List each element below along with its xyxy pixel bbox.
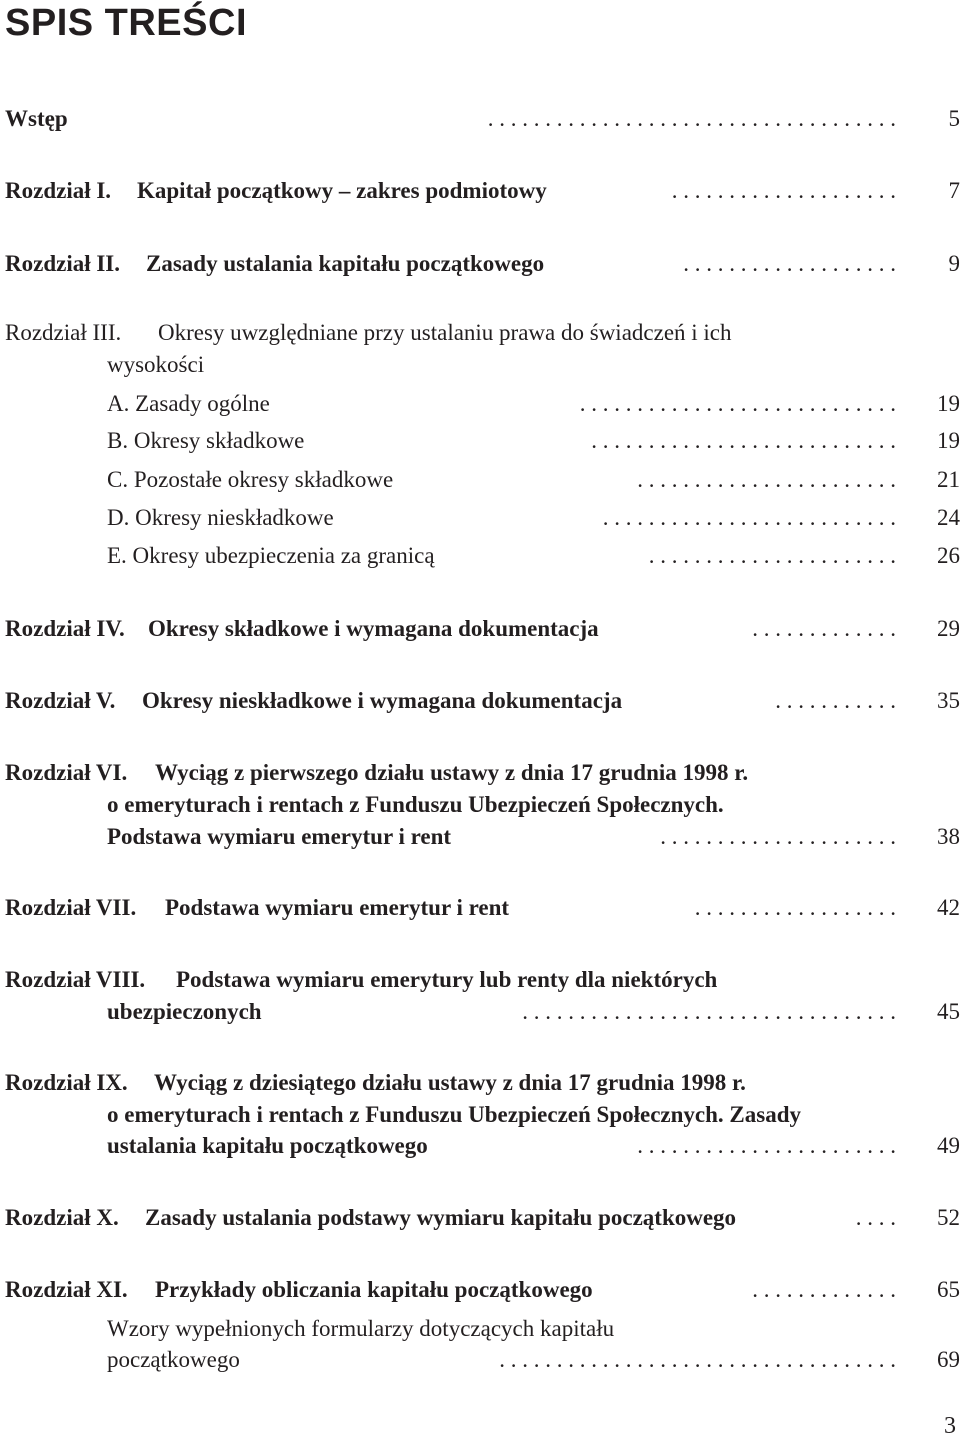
- toc-page-number: 45: [937, 999, 960, 1024]
- toc-page-number: 21: [937, 467, 960, 492]
- page-number: 3: [944, 1413, 956, 1439]
- toc-entry-chapter-9-cont: [0, 1100, 960, 1130]
- toc-title-continued: wysokości: [107, 352, 205, 377]
- toc-page-number: 42: [937, 895, 960, 920]
- toc-title: Wyciąg z dziesiątego działu ustawy z dnia 17 grudnia 1998 r.: [154, 1070, 746, 1095]
- toc-label: Rozdział VIII.: [5, 967, 146, 992]
- toc-label: Rozdział VII.: [5, 895, 137, 920]
- toc-entry-chapter-4[interactable]: [0, 614, 960, 644]
- toc-title: Zasady ustalania kapitału początkowego: [146, 251, 545, 276]
- toc-label: Rozdział III.: [5, 320, 122, 345]
- toc-title: Wzory wypełnionych formularzy dotyczących kapitału: [107, 1316, 615, 1341]
- toc-title-continued: o emeryturach i rentach z Funduszu Ubezpieczeń Społecznych. Zasady: [107, 1102, 802, 1127]
- toc-leader: . . . . . . . . . . . . . . . . . . . . . . . . . . .: [591, 428, 896, 453]
- toc-leader: . . . . . . . . . . . . . . . . . . . . . . . . . . . .: [579, 391, 896, 416]
- toc-page-number: 9: [948, 251, 960, 276]
- toc-subtitle: A. Zasady ogólne: [107, 391, 270, 416]
- toc-title-continued: początkowego: [107, 1347, 240, 1372]
- toc-label: Rozdział IX.: [5, 1070, 128, 1095]
- toc-entry-chapter-1[interactable]: [0, 176, 960, 206]
- toc-label: Rozdział XI.: [5, 1277, 128, 1302]
- toc-leader: . . . . . . . . . . . . .: [752, 1277, 896, 1302]
- toc-subtitle: B. Okresy składkowe: [107, 428, 305, 453]
- toc-page-number: 19: [937, 428, 960, 453]
- toc-page-number: 69: [937, 1347, 960, 1372]
- toc-page-number: 52: [937, 1205, 960, 1230]
- toc-page-number: 29: [937, 616, 960, 641]
- toc-leader: . . . . . . . . . . . . . . . . . . . . . . .: [637, 1133, 896, 1158]
- toc-leader: . . . . . . . . . . . . . . . . . . .: [683, 251, 896, 276]
- toc-leader: . . . . . . . . . . . . . . . . . . . . . . . . . .: [602, 505, 896, 530]
- toc-title: Podstawa wymiaru emerytur i rent: [165, 895, 510, 920]
- toc-entry-chapter-6-cont: [0, 790, 960, 820]
- toc-page-number: 19: [937, 391, 960, 416]
- toc-entry-chapter-3[interactable]: [0, 318, 960, 348]
- toc-subentry-a[interactable]: [0, 389, 960, 419]
- toc-page-number: 26: [937, 543, 960, 568]
- toc-page-number: 65: [937, 1277, 960, 1302]
- toc-entry-chapter-11[interactable]: [0, 1275, 960, 1305]
- toc-leader: . . . .: [855, 1205, 896, 1230]
- toc-leader: . . . . . . . . . . . . . . . . . . . . . .: [648, 543, 896, 568]
- toc-entry-chapter-6[interactable]: [0, 758, 960, 788]
- toc-title: Przykłady obliczania kapitału początkowego: [155, 1277, 593, 1302]
- toc-leader: . . . . . . . . . . . . . . . . . .: [694, 895, 896, 920]
- toc-page-number: 35: [937, 688, 960, 713]
- toc-label: Rozdział X.: [5, 1205, 119, 1230]
- toc-title-continued: Podstawa wymiaru emerytur i rent: [107, 824, 452, 849]
- toc-entry-chapter-2[interactable]: [0, 249, 960, 279]
- toc-entry-chapter-8[interactable]: [0, 965, 960, 995]
- toc-label: Wstęp: [5, 106, 68, 131]
- toc-leader: . . . . . . . . . . . . . . . . . . . . . . . . . . . . . . . . . . .: [499, 1347, 896, 1372]
- toc-page-number: 38: [937, 824, 960, 849]
- toc-entry-chapter-5[interactable]: [0, 686, 960, 716]
- toc-leader: . . . . . . . . . . . . . . . . . . . . . . . . . . . . . . . . . . . .: [487, 106, 896, 131]
- page-title: SPIS TREŚCI: [5, 2, 247, 44]
- toc-entry-chapter-3-cont: [0, 350, 960, 380]
- toc-page-number: 49: [937, 1133, 960, 1158]
- toc-entry-wzory-cont: [0, 1345, 960, 1375]
- toc-leader: . . . . . . . . . . . . . . . . . . . . . . . . . . . . . . . . .: [522, 999, 896, 1024]
- toc-title: Okresy składkowe i wymagana dokumentacja: [148, 616, 599, 641]
- toc-title: Kapitał początkowy – zakres podmiotowy: [137, 178, 547, 203]
- toc-entry-wstep[interactable]: [0, 104, 960, 134]
- toc-leader: . . . . . . . . . . .: [775, 688, 896, 713]
- toc-label: Rozdział II.: [5, 251, 120, 276]
- toc-subentry-b[interactable]: [0, 426, 960, 456]
- toc-page-number: 24: [937, 505, 960, 530]
- toc-subtitle: D. Okresy nieskładkowe: [107, 505, 334, 530]
- toc-label: Rozdział V.: [5, 688, 116, 713]
- toc-title: Podstawa wymiaru emerytury lub renty dla niektórych: [176, 967, 718, 992]
- toc-subtitle: C. Pozostałe okresy składkowe: [107, 467, 394, 492]
- toc-entry-chapter-8-cont: [0, 997, 960, 1027]
- toc-subentry-c[interactable]: [0, 465, 960, 495]
- toc-label: Rozdział IV.: [5, 616, 125, 641]
- toc-entry-chapter-7[interactable]: [0, 893, 960, 923]
- toc-leader: . . . . . . . . . . . . . . . . . . . . .: [660, 824, 896, 849]
- toc-entry-chapter-6-cont2: [0, 822, 960, 852]
- toc-page-number: 7: [948, 178, 960, 203]
- toc-label: Rozdział I.: [5, 178, 112, 203]
- toc-title-continued: ubezpieczonych: [107, 999, 262, 1024]
- toc-entry-wzory[interactable]: [0, 1314, 960, 1344]
- toc-title-continued: ustalania kapitału początkowego: [107, 1133, 428, 1158]
- toc-entry-chapter-9-cont2: [0, 1131, 960, 1161]
- toc-subtitle: E. Okresy ubezpieczenia za granicą: [107, 543, 435, 568]
- toc-entry-chapter-10[interactable]: [0, 1203, 960, 1233]
- toc-subentry-d[interactable]: [0, 503, 960, 533]
- toc-leader: . . . . . . . . . . . . . . . . . . . .: [671, 178, 896, 203]
- toc-entry-chapter-9[interactable]: [0, 1068, 960, 1098]
- toc-subentry-e[interactable]: [0, 541, 960, 571]
- toc-page-number: 5: [948, 106, 960, 131]
- toc-title-continued: o emeryturach i rentach z Funduszu Ubezpieczeń Społecznych.: [107, 792, 724, 817]
- toc-label: Rozdział VI.: [5, 760, 128, 785]
- toc-leader: . . . . . . . . . . . . .: [752, 616, 896, 641]
- toc-title: Okresy uwzględniane przy ustalaniu prawa do świadczeń i ich: [158, 320, 732, 345]
- toc-title: Zasady ustalania podstawy wymiaru kapitału początkowego: [145, 1205, 737, 1230]
- toc-leader: . . . . . . . . . . . . . . . . . . . . . . .: [637, 467, 896, 492]
- toc-title: Okresy nieskładkowe i wymagana dokumentacja: [142, 688, 623, 713]
- toc-title: Wyciąg z pierwszego działu ustawy z dnia 17 grudnia 1998 r.: [155, 760, 749, 785]
